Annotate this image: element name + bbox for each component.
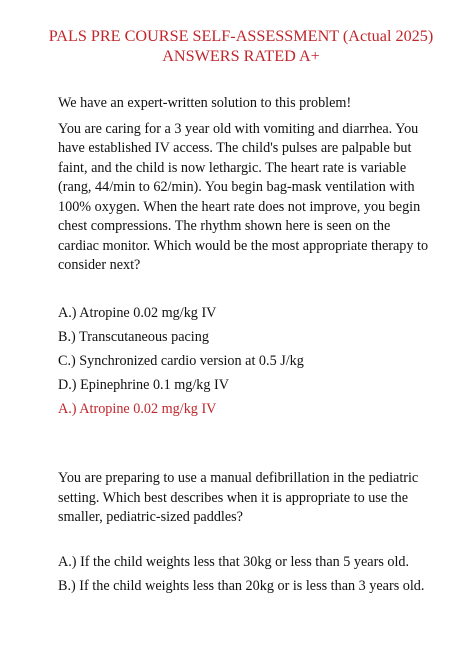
question-1-option-a: A.) Atropine 0.02 mg/kg IV bbox=[58, 304, 217, 321]
question-1-options bbox=[58, 304, 434, 420]
question-1-answer: A.) Atropine 0.02 mg/kg IV bbox=[58, 400, 217, 417]
question-1-option-c: C.) Synchronized cardio version at 0.5 J/kg bbox=[58, 352, 304, 369]
question-1-option-b: B.) Transcutaneous pacing bbox=[58, 328, 209, 345]
question-2-option-a: A.) If the child weights less that 30kg or less than 5 years old. bbox=[58, 553, 410, 570]
question-2-option-b: B.) If the child weights less than 20kg or is less than 3 years old. bbox=[58, 577, 425, 594]
intro-text: We have an expert-written solution to this problem! bbox=[58, 95, 352, 111]
question-2-text: You are preparing to use a manual defibrillation in the pediatric setting. Which best describes when it is appropriate to use the smaller, pediatric-sized paddles? bbox=[58, 470, 419, 525]
question-2-options bbox=[58, 553, 434, 597]
document-title: PALS PRE COURSE SELF-ASSESSMENT (Actual 2025) ANSWERS RATED A+ bbox=[48, 27, 434, 65]
question-1-option-d: D.) Epinephrine 0.1 mg/kg IV bbox=[58, 376, 230, 393]
question-1-text: You are caring for a 3 year old with vomiting and diarrhea. You have established IV access. The child's pulses are palpable but faint, and the child is now lethargic. The heart rate is variable (rang, 44/min to 62/min). You begin bag-mask ventilation with 100% oxygen. When the heart rate does not improve, you begin chest compressions. The rhythm shown here is seen on the cardiac monitor. Which would be the most appropriate therapy to consider next? bbox=[58, 120, 429, 273]
